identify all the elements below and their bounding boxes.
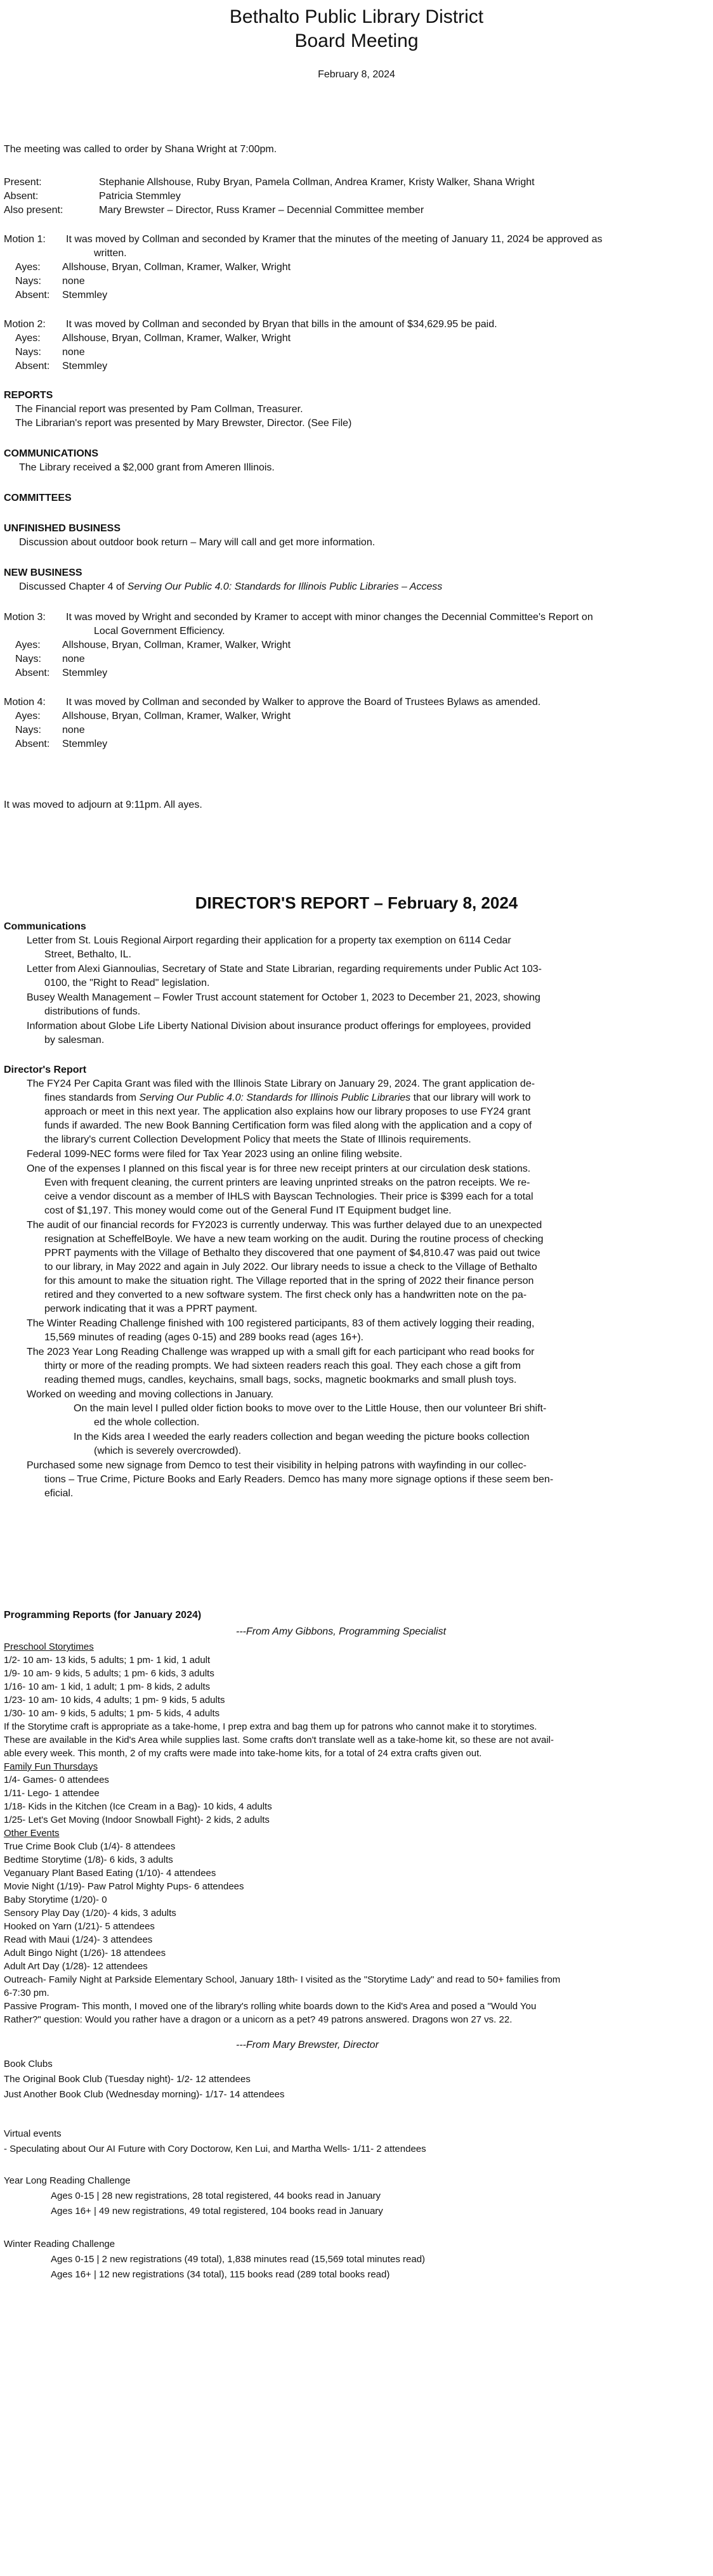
craft-note-line3: able every week. This month, 2 of my crafts were made into take-home kits, for a total of 24 extra crafts given out.	[4, 1748, 482, 1759]
virtual-events-heading: Virtual events	[4, 2128, 62, 2139]
motion-3-text: It was moved by Wright and seconded by Kramer to accept with minor changes the Decennial Committee's Report on	[66, 612, 593, 623]
other-event-item: Adult Art Day (1/28)- 12 attendees	[4, 1961, 148, 1972]
absent-vote-label: Absent:	[15, 739, 50, 749]
motion-3-ayes	[15, 639, 650, 652]
absent-vote-names: Stemmley	[62, 290, 108, 301]
motion-2	[4, 318, 702, 331]
dr-p7a-line2: ed the whole collection.	[94, 1417, 200, 1428]
also-present-names: Mary Brewster – Director, Russ Kramer – Decennial Committee member	[99, 205, 424, 216]
dr-p8-line2: tions – True Crime, Picture Books and Early Readers. Demco has many more signage options if these seem ben-	[44, 1474, 554, 1485]
new-business-title: Serving Our Public 4.0: Standards for Illinois Public Libraries – Access	[127, 581, 443, 592]
dr-p7b-line2: (which is severely overcrowded).	[94, 1446, 242, 1456]
other-event-item: Hooked on Yarn (1/21)- 5 attendees	[4, 1921, 155, 1932]
new-business-heading: NEW BUSINESS	[4, 567, 82, 578]
wrc-heading: Winter Reading Challenge	[4, 2239, 115, 2249]
dr-p4-line2: resignation at ScheffelBoyle. We have a new team working on the audit. During the routine process of checking	[44, 1234, 544, 1245]
motion-3-label: Motion 3:	[4, 612, 46, 623]
outreach-line1: Outreach- Family Night at Parkside Elementary School, January 18th- I visited as the "Storytime Lady" and read to 50+ families from	[4, 1974, 561, 1985]
book-club-item: The Original Book Club (Tuesday night)- 1/2- 12 attendees	[4, 2074, 251, 2085]
new-business-prefix: Discussed Chapter 4 of	[19, 581, 128, 592]
dr-p4-line6: retired and they converted to a new software system. The first check only has a handwritten note on the pa-	[44, 1290, 527, 1300]
also-present-label: Also present:	[4, 205, 63, 216]
unfinished-business-line: Discussion about outdoor book return – Mary will call and get more information.	[19, 537, 376, 548]
ayes-names: Allshouse, Bryan, Collman, Kramer, Walker, Wright	[62, 262, 291, 273]
motion-3-absent	[15, 667, 650, 680]
dr-p1-line5: the library's current Collection Development Policy that meets the State of Illinois requirements.	[44, 1134, 471, 1145]
absent-vote-names: Stemmley	[62, 361, 108, 372]
present-row	[4, 176, 702, 189]
dr-p4-line7: perwork indicating that it was a PPRT payment.	[44, 1304, 258, 1314]
dr-p8-line3: eficial.	[44, 1488, 74, 1499]
motion-4	[4, 696, 702, 709]
dr-p6-line1: The 2023 Year Long Reading Challenge was wrapped up with a small gift for each participant who read books for	[27, 1347, 535, 1357]
dr-p6-line2: thirty or more of the reading prompts. We had sixteen readers reach this goal. They each chose a gift from	[44, 1361, 521, 1371]
ayes-label: Ayes:	[15, 262, 41, 273]
outreach-line2: 6-7:30 pm.	[4, 1988, 49, 1998]
dr-comm-4-cont: by salesman.	[44, 1035, 105, 1045]
motion-3	[4, 611, 702, 624]
motion-3-nays	[15, 653, 650, 666]
also-present-row	[4, 204, 702, 217]
preschool-item: 1/2- 10 am- 13 kids, 5 adults; 1 pm- 1 kid, 1 adult	[4, 1655, 211, 1666]
dr-p1-line1: The FY24 Per Capita Grant was filed with the Illinois State Library on January 29, 2024. The grant application de-	[27, 1078, 535, 1089]
dr-p3-line4: cost of $1,197. This money would come out of the General Fund IT Equipment budget line.	[44, 1205, 452, 1216]
motion-2-nays	[15, 346, 650, 359]
family-fun-heading: Family Fun Thursdays	[4, 1761, 98, 1772]
ylrc-heading: Year Long Reading Challenge	[4, 2175, 131, 2186]
ayes-label: Ayes:	[15, 640, 41, 650]
dr-p3-line2: Even with frequent cleaning, the current printers are leaving unprinted streaks on the patron receipts. We re-	[44, 1177, 530, 1188]
dr-p1-title: Serving Our Public 4.0: Standards for Illinois Public Libraries	[139, 1092, 411, 1103]
family-fun-item: 1/11- Lego- 1 attendee	[4, 1788, 100, 1799]
dr-comm-1-cont: Street, Bethalto, IL.	[44, 949, 131, 960]
dr-comm-4: Information about Globe Life Liberty National Division about insurance product offerings for employees, provided	[27, 1021, 531, 1032]
directors-report-heading: DIRECTOR'S REPORT – February 8, 2024	[195, 893, 518, 912]
motion-1-ayes	[15, 261, 650, 274]
nays-label: Nays:	[15, 347, 41, 358]
dr-comm-1: Letter from St. Louis Regional Airport regarding their application for a property tax exemption on 6114 Cedar	[27, 935, 511, 946]
dr-p1-pre: fines standards from	[44, 1092, 140, 1103]
passive-line1: Passive Program- This month, I moved one of the library's rolling white boards down to the Kid's Area and posed a "Would You	[4, 2001, 537, 2012]
doc-title: Bethalto Public Library District	[229, 6, 484, 27]
other-event-item: True Crime Book Club (1/4)- 8 attendees	[4, 1841, 176, 1852]
present-label: Present:	[4, 177, 42, 188]
committees-heading: COMMITTEES	[4, 493, 72, 503]
other-event-item: Read with Maui (1/24)- 3 attendees	[4, 1934, 153, 1945]
preschool-item: 1/30- 10 am- 9 kids, 5 adults; 1 pm- 5 kids, 4 adults	[4, 1708, 220, 1719]
other-event-item: Sensory Play Day (1/20)- 4 kids, 3 adults	[4, 1908, 176, 1919]
family-fun-item: 1/25- Let's Get Moving (Indoor Snowball Fight)- 2 kids, 2 adults	[4, 1815, 270, 1825]
motion-1-nays	[15, 275, 650, 288]
motion-1-text-cont: written.	[94, 248, 127, 259]
dr-comm-2-cont: 0100, the "Right to Read" legislation.	[44, 978, 210, 988]
motion-1-absent	[15, 289, 650, 302]
absent-vote-names: Stemmley	[62, 739, 108, 749]
reports-heading: REPORTS	[4, 390, 53, 401]
librarian-report-line: The Librarian's report was presented by Mary Brewster, Director. (See File)	[15, 418, 352, 429]
dr-p8-line1: Purchased some new signage from Demco to test their visibility in helping patrons with wayfinding in our collec-	[27, 1460, 527, 1471]
absent-vote-label: Absent:	[15, 668, 50, 678]
motion-4-label: Motion 4:	[4, 697, 46, 708]
book-club-item: Just Another Book Club (Wednesday morning)- 1/17- 14 attendees	[4, 2089, 285, 2100]
programming-heading: Programming Reports (for January 2024)	[4, 1610, 202, 1621]
dr-p4-line5: for this amount to make the situation right. The Village reported that in the spring of 2022 their finance person	[44, 1276, 534, 1286]
other-event-item: Veganuary Plant Based Eating (1/10)- 4 attendees	[4, 1868, 216, 1879]
dr-p7: Worked on weeding and moving collections in January.	[27, 1389, 273, 1400]
meeting-date: February 8, 2024	[318, 69, 395, 80]
dr-p4-line3: PPRT payments with the Village of Bethalto they discovered that one payment of $4,810.47 was paid out twice	[44, 1248, 540, 1259]
motion-2-text: It was moved by Collman and seconded by Bryan that bills in the amount of $34,629.95 be paid.	[66, 319, 497, 330]
nays-label: Nays:	[15, 654, 41, 664]
absent-vote-label: Absent:	[15, 290, 50, 301]
wrc-item: Ages 16+ | 12 new registrations (34 total), 115 books read (289 total books read)	[51, 2269, 390, 2280]
dr-p1-line2	[44, 1092, 531, 1105]
motion-1-text: It was moved by Collman and seconded by Kramer that the minutes of the meeting of January 11, 2024 be approved as	[66, 234, 603, 245]
other-event-item: Movie Night (1/19)- Paw Patrol Mighty Pups- 6 attendees	[4, 1881, 244, 1892]
motion-1-label: Motion 1:	[4, 234, 46, 245]
other-event-item: Baby Storytime (1/20)- 0	[4, 1894, 107, 1905]
motion-4-ayes	[15, 710, 650, 723]
motion-2-label: Motion 2:	[4, 319, 46, 330]
nays-names: none	[62, 725, 85, 735]
ayes-label: Ayes:	[15, 711, 41, 722]
dr-communications-heading: Communications	[4, 921, 86, 932]
ayes-names: Allshouse, Bryan, Collman, Kramer, Walker, Wright	[62, 640, 291, 650]
motion-4-nays	[15, 724, 650, 737]
preschool-item: 1/23- 10 am- 10 kids, 4 adults; 1 pm- 9 kids, 5 adults	[4, 1695, 225, 1705]
new-business-line	[19, 581, 442, 594]
from-mary: ---From Mary Brewster, Director	[236, 2040, 379, 2050]
doc-subtitle: Board Meeting	[294, 30, 419, 51]
ayes-names: Allshouse, Bryan, Collman, Kramer, Walker, Wright	[62, 333, 291, 344]
craft-note-line2: These are available in the Kid's Area while supplies last. Some crafts don't translate well as a take-home kit, so these are not avail-	[4, 1735, 554, 1745]
dr-p5-line2: 15,569 minutes of reading (ages 0-15) and 289 books read (ages 16+).	[44, 1332, 363, 1343]
dr-p3-line3: ceive a vendor discount as a member of IHLS with Bayscan Technologies. Their price is $399 each for a total	[44, 1191, 533, 1202]
nays-names: none	[62, 654, 85, 664]
motion-3-text-cont: Local Government Efficiency.	[94, 626, 225, 637]
ylrc-item: Ages 0-15 | 28 new registrations, 28 total registered, 44 books read in January	[51, 2191, 381, 2201]
craft-note-line1: If the Storytime craft is appropriate as a take-home, I prep extra and bag them up for patrons who cannot make it to storytimes.	[4, 1721, 537, 1732]
motion-2-ayes	[15, 332, 650, 345]
dr-report-heading: Director's Report	[4, 1065, 87, 1075]
motion-1	[4, 233, 702, 246]
absent-vote-label: Absent:	[15, 361, 50, 372]
unfinished-business-heading: UNFINISHED BUSINESS	[4, 523, 121, 534]
dr-p4-line1: The audit of our financial records for FY2023 is currently underway. This was further delayed due to an unexpected	[27, 1220, 542, 1231]
dr-p6-line3: reading themed mugs, candles, keychains, small bags, socks, magnetic bookmarks and small plush toys.	[44, 1375, 517, 1385]
dr-p1-line3: approach or meet in this next year. The application also explains how our library proposes to use FY24 grant	[44, 1106, 531, 1117]
preschool-heading: Preschool Storytimes	[4, 1641, 94, 1652]
absent-vote-names: Stemmley	[62, 668, 108, 678]
book-clubs-heading: Book Clubs	[4, 2059, 53, 2069]
dr-p7b-line1: In the Kids area I weeded the early readers collection and began weeding the picture books collection	[74, 1432, 530, 1442]
preschool-item: 1/16- 10 am- 1 kid, 1 adult; 1 pm- 8 kids, 2 adults	[4, 1681, 211, 1692]
dr-p4-line4: to our library, in May 2022 and again in July 2022. Our library needs to issue a check to the Village of Bethalto	[44, 1262, 537, 1272]
wrc-item: Ages 0-15 | 2 new registrations (49 total), 1,838 minutes read (15,569 total minutes read)	[51, 2254, 426, 2265]
ylrc-item: Ages 16+ | 49 new registrations, 49 total registered, 104 books read in January	[51, 2206, 383, 2217]
dr-comm-2: Letter from Alexi Giannoulias, Secretary of State and State Librarian, regarding requirements under Public Act 103-	[27, 964, 542, 974]
dr-p1-post: that our library will work to	[410, 1092, 531, 1103]
nays-names: none	[62, 347, 85, 358]
dr-p2: Federal 1099-NEC forms were filed for Tax Year 2023 using an online filing website.	[27, 1149, 403, 1160]
ayes-label: Ayes:	[15, 333, 41, 344]
dr-p3-line1: One of the expenses I planned on this fiscal year is for three new receipt printers at our circulation desk stations.	[27, 1163, 531, 1174]
communications-line: The Library received a $2,000 grant from Ameren Illinois.	[19, 462, 275, 473]
other-event-item: Adult Bingo Night (1/26)- 18 attendees	[4, 1948, 166, 1958]
dr-comm-3: Busey Wealth Management – Fowler Trust account statement for October 1, 2023 to December 21, 2023, showing	[27, 992, 540, 1003]
absent-label: Absent:	[4, 191, 39, 202]
motion-4-text: It was moved by Collman and seconded by Walker to approve the Board of Trustees Bylaws as amended.	[66, 697, 541, 708]
financial-report-line: The Financial report was presented by Pam Collman, Treasurer.	[15, 404, 303, 415]
present-names: Stephanie Allshouse, Ruby Bryan, Pamela Collman, Andrea Kramer, Kristy Walker, Shana Wright	[99, 177, 535, 188]
nays-names: none	[62, 276, 85, 287]
dr-p1-line4: funds if awarded. The new Book Banning Certification form was filed along with the application and a copy of	[44, 1120, 532, 1131]
family-fun-item: 1/4- Games- 0 attendees	[4, 1775, 109, 1785]
motion-4-absent	[15, 738, 650, 751]
from-amy: ---From Amy Gibbons, Programming Specialist	[236, 1626, 447, 1637]
dr-p5-line1: The Winter Reading Challenge finished with 100 registered participants, 83 of them actively logging their reading,	[27, 1318, 535, 1329]
absent-names: Patricia Stemmley	[99, 191, 181, 202]
nays-label: Nays:	[15, 725, 41, 735]
call-to-order: The meeting was called to order by Shana Wright at 7:00pm.	[4, 144, 277, 155]
dr-comm-3-cont: distributions of funds.	[44, 1006, 141, 1017]
dr-p7a-line1: On the main level I pulled older fiction books to move over to the Little House, then our volunteer Bri shift-	[74, 1403, 547, 1414]
motion-2-absent	[15, 360, 650, 373]
family-fun-item: 1/18- Kids in the Kitchen (Ice Cream in a Bag)- 10 kids, 4 adults	[4, 1801, 272, 1812]
communications-heading: COMMUNICATIONS	[4, 448, 99, 459]
other-event-item: Bedtime Storytime (1/8)- 6 kids, 3 adults	[4, 1854, 173, 1865]
preschool-item: 1/9- 10 am- 9 kids, 5 adults; 1 pm- 6 kids, 3 adults	[4, 1668, 214, 1679]
passive-line2: Rather?" question: Would you rather have a dragon or a unicorn as a pet? 49 patrons answered. Dragons won 27 vs. 22.	[4, 2014, 513, 2025]
other-events-heading: Other Events	[4, 1828, 60, 1839]
virtual-event-item: - Speculating about Our AI Future with Cory Doctorow, Ken Lui, and Martha Wells- 1/11- 2 attendees	[4, 2144, 426, 2154]
absent-row	[4, 190, 702, 203]
nays-label: Nays:	[15, 276, 41, 287]
adjourn-line: It was moved to adjourn at 9:11pm. All ayes.	[4, 799, 202, 810]
ayes-names: Allshouse, Bryan, Collman, Kramer, Walker, Wright	[62, 711, 291, 722]
